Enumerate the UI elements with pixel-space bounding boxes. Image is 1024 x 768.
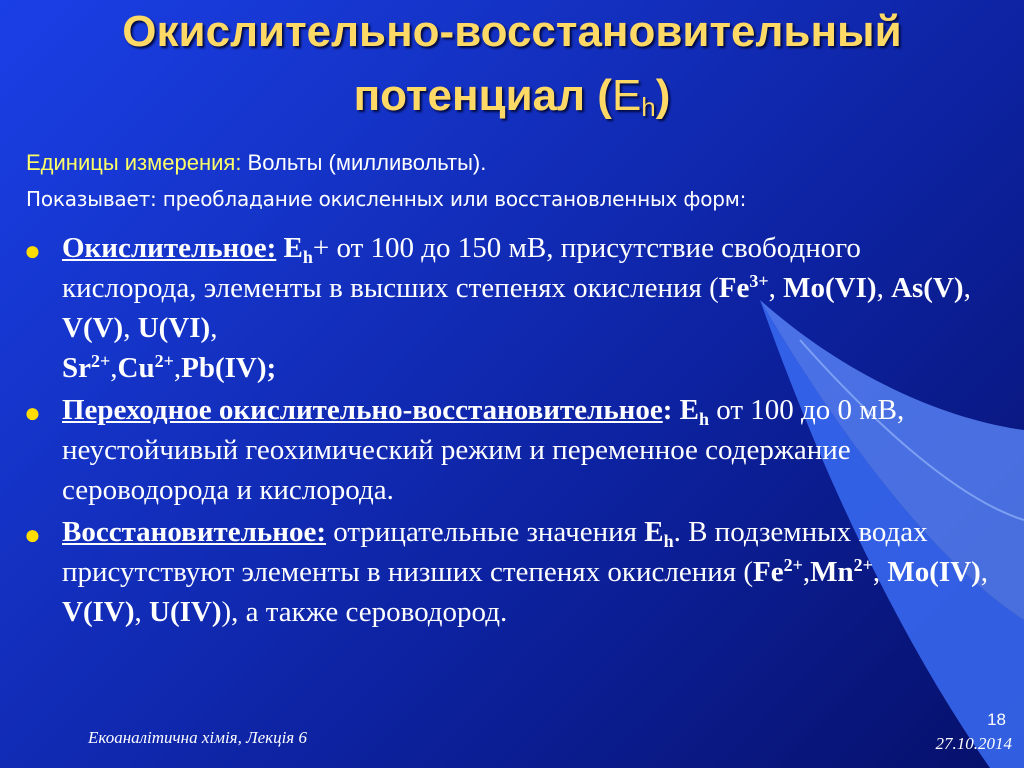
item-text [276,232,283,264]
bold-term: Sr [62,352,91,384]
bullet-icon: ● [24,398,41,429]
bullet-icon: ● [24,236,41,267]
item-heading: Переходное окислительно-восстановительное [62,394,663,426]
bold-term: Pb(IV); [181,352,277,384]
item-heading: Восстановительное: [62,516,327,548]
slide-title-line2 [0,70,1024,133]
bold-term: Cu [117,352,155,384]
bold-term: : [662,394,680,426]
item-text: , [110,352,118,384]
item-text: , [963,272,971,304]
item-heading: Окислительное: [62,232,277,264]
item-text: , [872,556,888,588]
title-text: потенциал ( [353,71,612,120]
title-variable: E [611,71,642,120]
bullet-icon: ● [24,520,41,551]
superscript: 2+ [91,351,111,371]
bold-term: Fe [753,556,784,588]
item-text: ), а также сероводород. [221,596,508,628]
item-text: , [134,596,149,628]
list-item-transitional [62,390,992,510]
superscript: 2+ [783,555,803,575]
item-text: . В подземных водах присутствуют элементы в низших степенях окисления ( [62,516,928,588]
item-text: + от 100 до 150 мВ, присутствие свободного кислорода, элементы в высших степенях окисления ( [62,232,861,304]
list-item-oxidizing [62,228,992,388]
bold-term: E [679,394,699,426]
subscript: h [302,247,313,267]
item-text: от 100 до 0 мВ, неустойчивый геохимический режим и переменное содержание сероводорода и кислорода. [62,394,905,506]
bold-term: V(V) [62,312,124,344]
bold-term: E [644,516,664,548]
list-item-reducing [62,512,992,632]
slide-title-line1: Окислительно-восстановительный [122,7,902,56]
shows-line: Показывает: преобладание окисленных или восстановленных форм: [26,187,747,211]
item-text: , [980,556,989,588]
units-label: Единицы измерения: [26,150,242,175]
item-text: , [210,312,218,344]
footer-date: 27.10.2014 [935,734,1012,753]
item-text: , [802,556,811,588]
bold-term: U(IV) [149,596,222,628]
item-text: , [173,352,182,384]
item-text: , [768,272,784,304]
superscript: 2+ [853,555,873,575]
bold-term: Fe [718,272,750,304]
bold-term: Mo(VI) [783,272,877,304]
units-line [26,150,486,176]
item-text: отрицательные значения [326,516,645,548]
superscript: 3+ [749,271,769,291]
bold-term: As(V) [891,272,964,304]
bold-term: V(IV) [62,596,135,628]
subscript: h [699,409,710,429]
item-text: , [876,272,892,304]
units-value: Вольты (милливольты). [241,150,487,175]
footer-course: Екоаналітична хімія, Лекція 6 [88,728,307,747]
title-closing: ) [655,71,671,120]
superscript: 2+ [154,351,174,371]
bold-term: U(VI) [137,312,211,344]
bold-term: E [283,232,303,264]
title-variable-subscript: h [641,92,656,122]
slide-number: 18 [987,710,1006,729]
bold-term: Mn [810,556,854,588]
subscript: h [663,531,674,551]
item-text: , [123,312,138,344]
bold-term: Mo(IV) [887,556,981,588]
